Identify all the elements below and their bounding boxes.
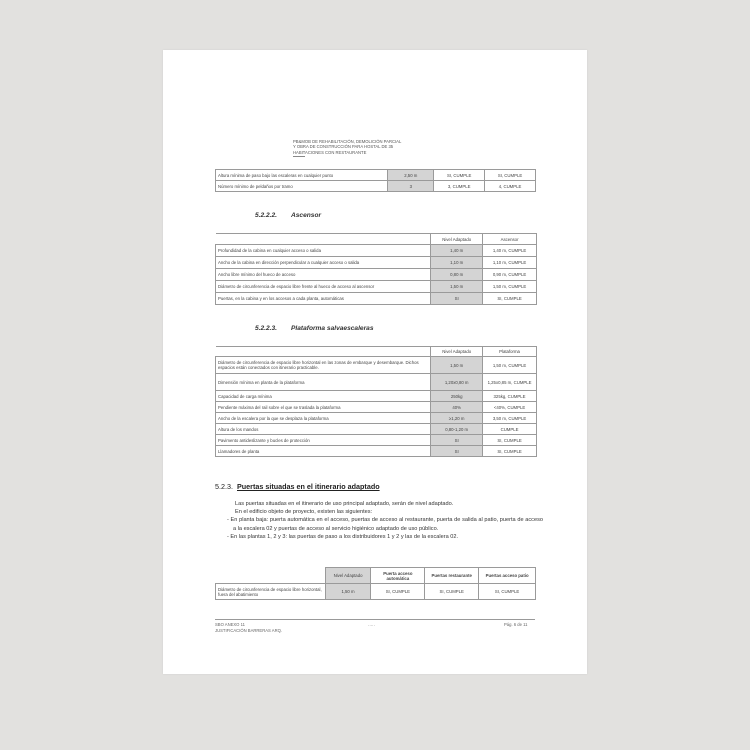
row-value: 3,50 m, CUMPLE — [483, 413, 537, 424]
section-title: Plataforma salvaescaleras — [291, 325, 374, 332]
row-value-adapted: 1,20x0,80 m — [431, 374, 483, 391]
table-row — [216, 446, 537, 457]
table-row — [216, 269, 537, 281]
row-value: SI, CUMPLE — [483, 446, 537, 457]
row-value: 4, CUMPLE — [485, 181, 536, 192]
table-row — [216, 413, 537, 424]
row-value-adapted: SI — [431, 435, 483, 446]
row-value: 0,90 m, CUMPLE — [483, 269, 537, 281]
paragraph: Las puertas situadas en el itinerario de uso principal adaptado, serán de nivel adaptado. — [235, 501, 454, 507]
table-row — [216, 584, 536, 600]
paragraph: En el edificio objeto de proyecto, existen las siguientes: — [235, 509, 373, 516]
row-value-adapted: SI — [431, 293, 483, 305]
row-value-adapted: 3 — [388, 181, 434, 192]
section-title: Puertas situadas en el itinerario adaptado — [237, 482, 380, 491]
document-page — [163, 50, 587, 674]
row-value: 1,40 m, CUMPLE — [483, 245, 537, 257]
table-row — [216, 402, 537, 413]
escaleras-table — [215, 169, 536, 192]
row-value: SI, CUMPLE — [425, 584, 479, 600]
footer-center: ····· — [368, 623, 375, 628]
row-value: 1,50 m, CUMPLE — [483, 281, 537, 293]
row-value-adapted: SI — [431, 446, 483, 457]
row-value-adapted: 250kg — [431, 391, 483, 402]
row-label: Altura de los mandos — [216, 424, 431, 435]
row-value: SI, CUMPLE — [485, 170, 536, 181]
table-row — [216, 374, 537, 391]
row-label: Pendiente máxima del rail sobre el que se traslada la plataforma — [216, 402, 431, 413]
table-row — [216, 170, 536, 181]
row-value: 3, CUMPLE — [434, 181, 485, 192]
table-row — [216, 424, 537, 435]
row-label: Pavimento antideslizante y bucles de protección — [216, 435, 431, 446]
section-ascensor-heading — [255, 212, 321, 219]
ascensor-table — [215, 233, 537, 305]
row-value: <40%, CUMPLE — [483, 402, 537, 413]
row-value-adapted: 1,50 m — [431, 357, 483, 374]
row-value: 1,10 m, CUMPLE — [483, 257, 537, 269]
footer-rule — [215, 619, 535, 620]
row-label: Diámetro de circunferencia de espacio libre horizontal en las zonas de embarque y desembarque. Dichos espacios están conectados con itinerario practicable. — [216, 357, 431, 374]
bullet-item: - En planta baja: puerta automática en el acceso, puertas de acceso al restaurante, puerta de salida al patio, puerta de acceso a la escalera 02 y puertas de acceso al servicio higiénico adaptado de uso público. — [227, 517, 543, 532]
column-header: Nivel Adaptado — [431, 234, 483, 245]
table-row — [216, 281, 537, 293]
section-number: 5.2.3. — [215, 482, 233, 491]
document-header — [293, 139, 401, 157]
page-number: Pág. 6 de 11 — [504, 622, 528, 627]
puertas-table — [215, 567, 536, 600]
column-header: Puerta acceso automática — [371, 568, 425, 584]
row-label: Puertas, en la cabina y en los accesos a cada planta, automáticas — [216, 293, 431, 305]
row-value-adapted: 0,80-1,20 m — [431, 424, 483, 435]
table-row — [216, 257, 537, 269]
row-value: SI, CUMPLE — [479, 584, 536, 600]
row-value: SI, CUMPLE — [371, 584, 425, 600]
table-row — [216, 293, 537, 305]
row-value-adapted: 1,50 m — [431, 281, 483, 293]
row-value: 1,25x0,85 m, CUMPLE — [483, 374, 537, 391]
row-label: Diámetro de circunferencia de espacio libre frente al hueco de acceso al ascensor — [216, 281, 431, 293]
plataforma-table — [215, 346, 537, 457]
bullet-item: - En las plantas 1, 2 y 3: las puertas de paso a los distribuidores 1 y 2 y las de la escalera 02. — [227, 533, 459, 540]
row-value-adapted: 1,50 m — [325, 584, 371, 600]
footer-left — [215, 622, 282, 634]
row-value-adapted: 40% — [431, 402, 483, 413]
row-value-adapted: ≥1,20 m — [431, 413, 483, 424]
column-header: Puertas acceso patio — [479, 568, 536, 584]
section-puertas-heading — [215, 482, 380, 491]
row-label: Llamadores de planta — [216, 446, 431, 457]
row-label: Altura mínima de paso bajo las escaleras en cualquier punto — [216, 170, 388, 181]
column-header: Ascensor — [483, 234, 537, 245]
section-plataforma-heading — [255, 325, 373, 332]
row-value-adapted: 0,80 m — [431, 269, 483, 281]
section-number: 5.2.2.3. — [255, 325, 277, 332]
row-label: Dimensión mínima en planta de la plataforma — [216, 374, 431, 391]
row-value-adapted: 1,10 m — [431, 257, 483, 269]
header-line-2: Y OBRA DE CONSTRUCCIÓN PARA HOSTAL DE 35 — [293, 144, 394, 150]
row-value: SI, CUMPLE — [483, 435, 537, 446]
column-header: Plataforma — [483, 347, 537, 357]
row-value-adapted: 1,40 m — [431, 245, 483, 257]
table-row — [216, 245, 537, 257]
row-label: Número mínimo de peldaños por tramo — [216, 181, 388, 192]
table-header-row — [216, 568, 536, 584]
table-row — [216, 357, 537, 374]
table-row — [216, 435, 537, 446]
row-value: 325kg, CUMPLE — [483, 391, 537, 402]
header-line-3: HABITACIONES CON RESTAURANTE — [293, 149, 367, 155]
column-header: Nivel Adaptado — [431, 347, 483, 357]
table-header-row — [216, 234, 537, 245]
column-header: Nivel Adaptado — [325, 568, 371, 584]
header-line-1: PB&MOB DE REHABILITACIÓN, DEMOLICIÓN PARCIAL — [293, 139, 402, 144]
header-rule — [293, 156, 305, 157]
table-header-row — [216, 347, 537, 357]
puertas-text — [227, 500, 543, 541]
row-label: Ancho de la escalera por la que se desplaza la plataforma — [216, 413, 431, 424]
footer-doc-title: JUSTIFICACIÓN BARRERAS ARQ. — [215, 628, 283, 633]
table-row — [216, 391, 537, 402]
section-number: 5.2.2.2. — [255, 212, 277, 219]
row-label: Diámetro de circunferencia de espacio libre horizontal, fuera del abatimiento — [216, 584, 326, 600]
footer-doc-code: SBO ANEXO 11 — [215, 622, 245, 627]
table-row — [216, 181, 536, 192]
row-label: Profundidad de la cabina en cualquier acceso o salida — [216, 245, 431, 257]
row-value: SI, CUMPLE — [434, 170, 485, 181]
row-label: Ancho de la cabina en dirección perpendicular a cualquier acceso o salida — [216, 257, 431, 269]
row-label: Capacidad de carga mínima — [216, 391, 431, 402]
section-title: Ascensor — [291, 212, 322, 219]
row-value: CUMPLE — [483, 424, 537, 435]
column-header: Puertas restaurante — [425, 568, 479, 584]
row-value: 1,50 m, CUMPLE — [483, 357, 537, 374]
row-value: SI, CUMPLE — [483, 293, 537, 305]
row-value-adapted: 2,50 m — [388, 170, 434, 181]
row-label: Ancho libre mínimo del hueco de acceso — [216, 269, 431, 281]
